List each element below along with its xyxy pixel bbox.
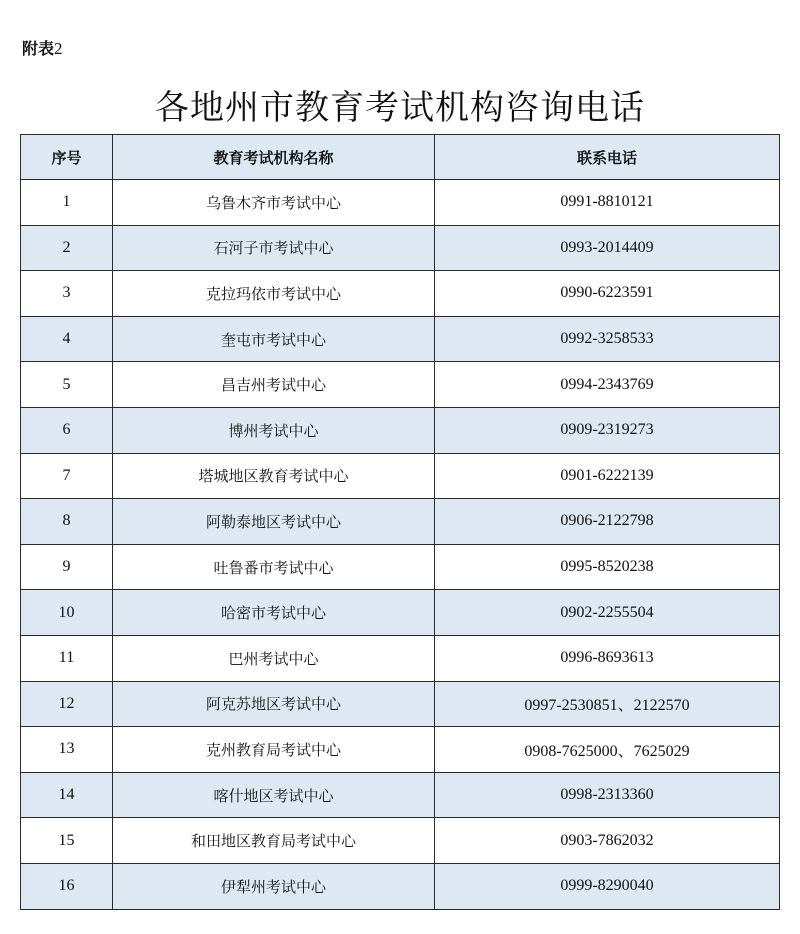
row-phone: 0995-8520238: [435, 544, 780, 590]
row-seq: 4: [21, 316, 113, 362]
row-org: 克州教育局考试中心: [113, 727, 435, 773]
row-phone: 0901-6222139: [435, 453, 780, 499]
row-phone: 0902-2255504: [435, 590, 780, 636]
table-body: [21, 180, 780, 910]
row-seq: 15: [21, 818, 113, 864]
row-org: 博州考试中心: [113, 407, 435, 453]
row-phone: 0990-6223591: [435, 271, 780, 317]
table-row: [21, 544, 780, 590]
row-phone: 0997-2530851、2122570: [435, 681, 780, 727]
row-seq: 3: [21, 271, 113, 317]
row-org: 塔城地区教育考试中心: [113, 453, 435, 499]
row-phone: 0906-2122798: [435, 499, 780, 545]
row-seq: 5: [21, 362, 113, 408]
row-phone: 0996-8693613: [435, 635, 780, 681]
row-seq: 16: [21, 863, 113, 909]
row-phone: 0991-8810121: [435, 180, 780, 226]
table-row: [21, 818, 780, 864]
row-seq: 10: [21, 590, 113, 636]
header-seq: 序号: [21, 135, 113, 180]
row-seq: 7: [21, 453, 113, 499]
row-org: 伊犁州考试中心: [113, 863, 435, 909]
annex-label-text: 附表: [22, 39, 55, 58]
table-row: [21, 225, 780, 271]
table-row: [21, 863, 780, 909]
annex-number: 2: [54, 39, 63, 58]
table-row: [21, 271, 780, 317]
row-org: 和田地区教育局考试中心: [113, 818, 435, 864]
row-org: 克拉玛依市考试中心: [113, 271, 435, 317]
row-seq: 8: [21, 499, 113, 545]
row-org: 阿克苏地区考试中心: [113, 681, 435, 727]
table-row: [21, 316, 780, 362]
table-row: [21, 772, 780, 818]
row-phone: 0909-2319273: [435, 407, 780, 453]
table-row: [21, 407, 780, 453]
header-org: 教育考试机构名称: [113, 135, 435, 180]
document-title: 各地州市教育考试机构咨询电话: [155, 88, 645, 128]
row-org: 阿勒泰地区考试中心: [113, 499, 435, 545]
row-org: 喀什地区考试中心: [113, 772, 435, 818]
row-phone: 0993-2014409: [435, 225, 780, 271]
row-phone: 0994-2343769: [435, 362, 780, 408]
row-org: 乌鲁木齐市考试中心: [113, 180, 435, 226]
table-row: [21, 453, 780, 499]
header-phone: 联系电话: [435, 135, 780, 180]
table-row: [21, 499, 780, 545]
table-row: [21, 635, 780, 681]
row-seq: 11: [21, 635, 113, 681]
row-org: 吐鲁番市考试中心: [113, 544, 435, 590]
row-phone: 0903-7862032: [435, 818, 780, 864]
row-phone: 0999-8290040: [435, 863, 780, 909]
row-seq: 14: [21, 772, 113, 818]
row-phone: 0992-3258533: [435, 316, 780, 362]
table-row: [21, 180, 780, 226]
row-seq: 9: [21, 544, 113, 590]
annex-label: [22, 36, 63, 59]
row-org: 哈密市考试中心: [113, 590, 435, 636]
row-seq: 2: [21, 225, 113, 271]
table-row: [21, 590, 780, 636]
row-seq: 1: [21, 180, 113, 226]
row-org: 奎屯市考试中心: [113, 316, 435, 362]
row-seq: 6: [21, 407, 113, 453]
table-header-row: [21, 135, 780, 180]
table-row: [21, 362, 780, 408]
contact-table: [20, 134, 780, 910]
row-org: 石河子市考试中心: [113, 225, 435, 271]
row-phone: 0908-7625000、7625029: [435, 727, 780, 773]
row-org: 昌吉州考试中心: [113, 362, 435, 408]
table-row: [21, 681, 780, 727]
row-seq: 12: [21, 681, 113, 727]
row-org: 巴州考试中心: [113, 635, 435, 681]
table-row: [21, 727, 780, 773]
row-seq: 13: [21, 727, 113, 773]
row-phone: 0998-2313360: [435, 772, 780, 818]
